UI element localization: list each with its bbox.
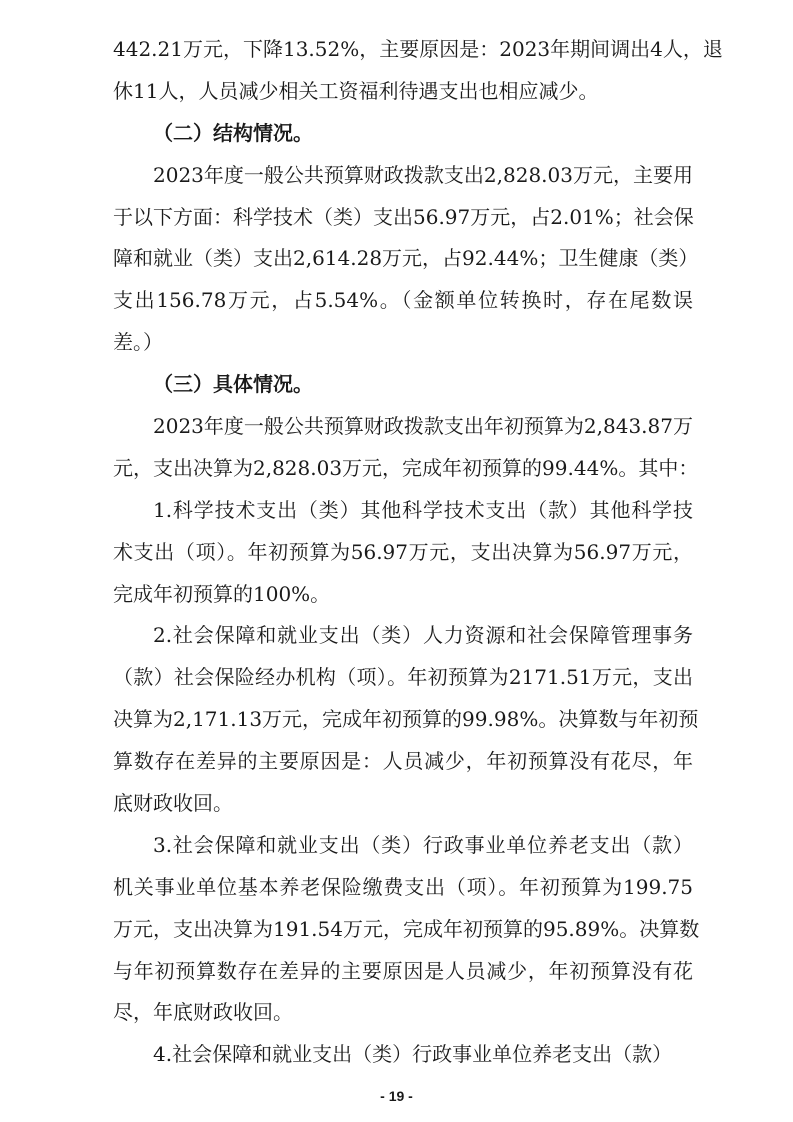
text-line: 算数存在差异的主要原因是：人员减少，年初预算没有花尽，年: [113, 749, 693, 774]
paragraph: [113, 1034, 693, 1076]
page-number: - 19 -: [380, 1088, 413, 1104]
section-heading: [113, 364, 693, 406]
paragraph: [113, 825, 700, 1034]
text-line: 于以下方面：科学技术（类）支出56.97万元，占2.01%；社会保: [113, 204, 694, 229]
text-line: 完成年初预算的100%。: [113, 581, 331, 606]
text-line: 差。）: [113, 330, 163, 355]
text-line: 术支出（项）。年初预算为56.97万元，支出决算为56.97万元，: [113, 539, 693, 564]
text-line: 3.社会保障和就业支出（类）行政事业单位养老支出（款）: [153, 832, 693, 857]
text-line: 与年初预算数存在差异的主要原因是人员减少，年初预算没有花: [113, 958, 693, 983]
text-line: 万元，支出决算为191.54万元，完成年初预算的95.89%。决算数: [113, 916, 700, 941]
text-line: 元，支出决算为2,828.03万元，完成年初预算的99.44%。其中：: [113, 455, 699, 480]
paragraph: [113, 406, 699, 490]
text-line: （三）具体情况。: [153, 372, 313, 397]
paragraph: [113, 29, 723, 113]
text-line: 机关事业单位基本养老保险缴费支出（项）。年初预算为199.75: [113, 874, 693, 899]
text-line: 决算为2,171.13万元，完成年初预算的99.98%。决算数与年初预: [113, 707, 699, 732]
text-line: 442.21万元，下降13.52%，主要原因是：2023年期间调出4人，退: [113, 37, 723, 61]
section-heading: [113, 113, 693, 155]
paragraph: [113, 155, 699, 364]
text-line: 4.社会保障和就业支出（类）行政事业单位养老支出（款）: [153, 1042, 673, 1067]
document-body: [113, 29, 723, 1076]
text-line: 底财政收回。: [113, 791, 233, 816]
text-line: 2.社会保障和就业支出（类）人力资源和社会保障管理事务: [153, 623, 693, 648]
text-line: 2023年度一般公共预算财政拨款支出2,828.03万元，主要用: [153, 162, 693, 187]
text-line: 2023年度一般公共预算财政拨款支出年初预算为2,843.87万: [153, 414, 693, 439]
text-line: （款）社会保险经办机构（项）。年初预算为2171.51万元，支出: [113, 665, 693, 690]
paragraph: [113, 615, 699, 824]
text-line: 1.科学技术支出（类）其他科学技术支出（款）其他科学技: [153, 497, 693, 522]
paragraph: [113, 490, 693, 616]
text-line: （二）结构情况。: [153, 120, 313, 145]
text-line: 障和就业（类）支出2,614.28万元，占92.44%；卫生健康（类）: [113, 246, 699, 271]
text-line: 尽，年底财政收回。: [113, 1000, 293, 1025]
text-line: 休11人，人员减少相关工资福利待遇支出也相应减少。: [113, 78, 599, 103]
text-line: 支出156.78万元，占5.54%。（金额单位转换时，存在尾数误: [113, 288, 693, 313]
